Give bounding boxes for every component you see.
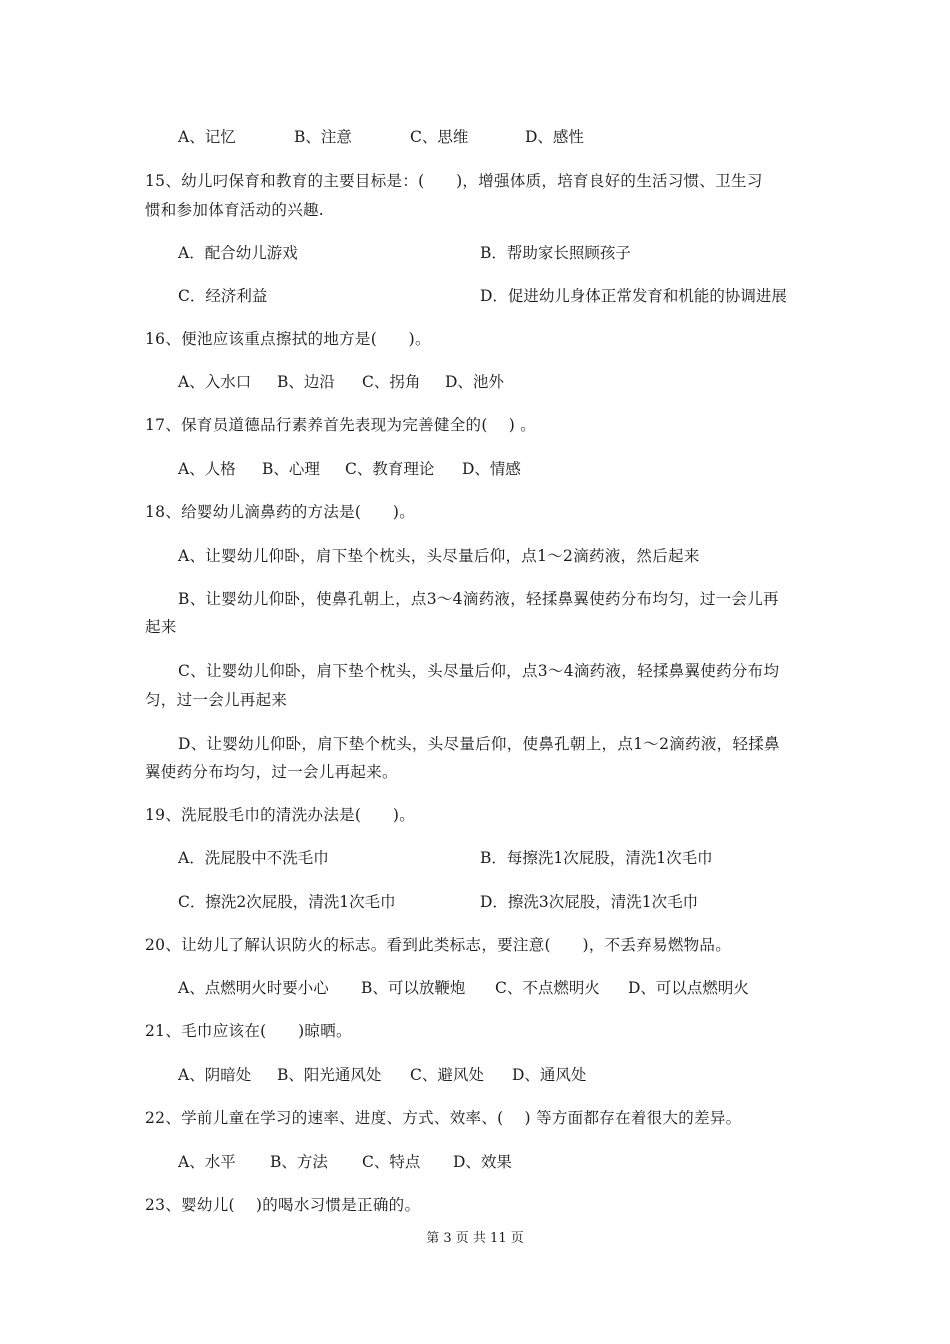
option-a: A、让婴幼儿仰卧，肩下垫个枕头，头尽量后仰，点1～2滴药液，然后起来 bbox=[178, 547, 700, 565]
option-d: D．促进幼儿身体正常发育和机能的协调进展 bbox=[480, 287, 787, 305]
option-a: A、人格 bbox=[178, 460, 236, 478]
question-15-stem-line1: 15、幼儿叼保育和教育的主要目标是：( )，增强体质，培育良好的生活习惯、卫生习 bbox=[145, 172, 763, 190]
option-c-line2: 匀，过一会儿再起来 bbox=[145, 691, 288, 709]
option-c: C．擦洗2次屁股，清洗1次毛巾 bbox=[178, 893, 396, 911]
option-a: A、阴暗处 bbox=[178, 1066, 252, 1084]
option-d: D、通风处 bbox=[512, 1066, 587, 1084]
option-c-line1: C、让婴幼儿仰卧，肩下垫个枕头，头尽量后仰，点3～4滴药液，轻揉鼻翼使药分布均 bbox=[178, 662, 780, 680]
option-d: D、可以点燃明火 bbox=[628, 979, 749, 997]
page-footer: 第 3 页 共 11 页 bbox=[426, 1231, 524, 1246]
option-d-line1: D、让婴幼儿仰卧，肩下垫个枕头，头尽量后仰，使鼻孔朝上，点1～2滴药液，轻揉鼻 bbox=[178, 735, 780, 753]
option-d: D、感性 bbox=[525, 128, 584, 146]
question-20-stem: 20、让幼儿了解认识防火的标志。看到此类标志，要注意( )，不丢弃易燃物品。 bbox=[145, 936, 732, 954]
option-b: B．每擦洗1次屁股，清洗1次毛巾 bbox=[480, 849, 713, 867]
option-a: A．配合幼儿游戏 bbox=[178, 244, 298, 262]
option-b: B、方法 bbox=[270, 1153, 328, 1171]
option-b: B．帮助家长照顾孩子 bbox=[480, 244, 631, 262]
question-22-stem: 22、学前儿童在学习的速率、进度、方式、效率、( ) 等方面都存在着很大的差异。 bbox=[145, 1109, 742, 1127]
option-c: C、教育理论 bbox=[345, 460, 435, 478]
option-d: D、效果 bbox=[453, 1153, 512, 1171]
option-c: C、思维 bbox=[410, 128, 469, 146]
option-b: B、可以放鞭炮 bbox=[361, 979, 466, 997]
question-15-stem-line2: 惯和参加体育活动的兴趣. bbox=[145, 201, 325, 219]
option-a: A、水平 bbox=[178, 1153, 236, 1171]
option-c: C、特点 bbox=[362, 1153, 421, 1171]
option-b-line1: B、让婴幼儿仰卧，使鼻孔朝上，点3～4滴药液，轻揉鼻翼使药分布均匀，过一会儿再 bbox=[178, 590, 779, 608]
option-b: B、心理 bbox=[262, 460, 320, 478]
question-19-stem: 19、洗屁股毛巾的清洗办法是( )。 bbox=[145, 806, 416, 824]
question-21-stem: 21、毛巾应该在( )晾晒。 bbox=[145, 1022, 352, 1040]
option-b: B、注意 bbox=[294, 128, 352, 146]
option-a: A、记忆 bbox=[178, 128, 236, 146]
option-d-line2: 翼使药分布均匀，过一会儿再起来。 bbox=[145, 763, 398, 781]
option-a: A、点燃明火时要小心 bbox=[178, 979, 329, 997]
question-23-stem: 23、婴幼儿( )的喝水习惯是正确的。 bbox=[145, 1196, 421, 1214]
option-d: D、池外 bbox=[445, 373, 504, 391]
option-a: A、入水口 bbox=[178, 373, 252, 391]
option-c: C、不点燃明火 bbox=[495, 979, 600, 997]
option-b: B、阳光通风处 bbox=[277, 1066, 382, 1084]
option-d: D．擦洗3次屁股，清洗1次毛巾 bbox=[480, 893, 699, 911]
option-b: B、边沿 bbox=[277, 373, 335, 391]
option-c: C、避风处 bbox=[410, 1066, 484, 1084]
question-18-stem: 18、给婴幼儿滴鼻药的方法是( )。 bbox=[145, 503, 416, 521]
option-c: C．经济利益 bbox=[178, 287, 268, 305]
option-c: C、拐角 bbox=[362, 373, 421, 391]
question-17-stem: 17、保育员道德品行素养首先表现为完善健全的( ) 。 bbox=[145, 416, 537, 434]
option-b-line2: 起来 bbox=[145, 618, 177, 636]
option-d: D、情感 bbox=[462, 460, 521, 478]
option-a: A．洗屁股中不洗毛巾 bbox=[178, 849, 329, 867]
question-16-stem: 16、便池应该重点擦拭的地方是( )。 bbox=[145, 330, 431, 348]
